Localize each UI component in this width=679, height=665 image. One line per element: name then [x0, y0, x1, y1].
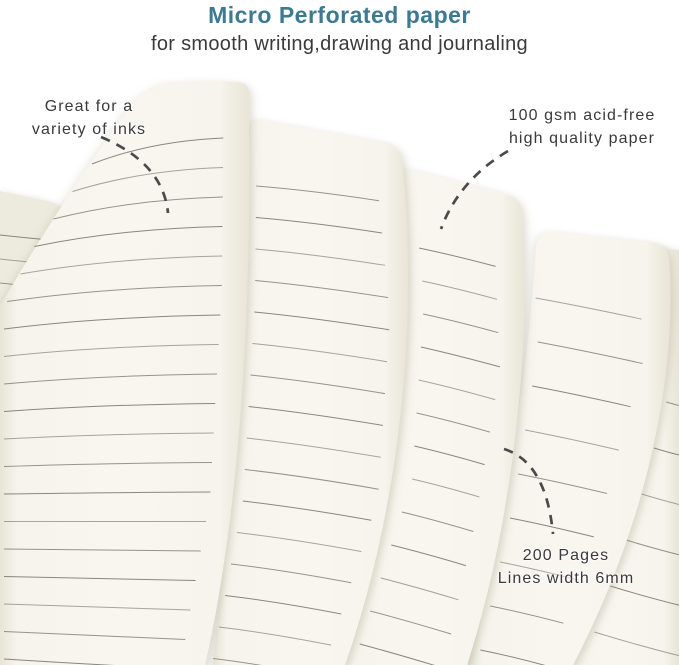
header — [0, 0, 679, 56]
annotation-line: variety of inks — [31, 121, 147, 138]
annotation-line: 100 gsm acid-free — [508, 107, 656, 124]
annotation-line: high quality paper — [508, 130, 656, 147]
annotation-line: Lines width 6mm — [497, 570, 635, 587]
annotation-line: Great for a — [44, 98, 134, 115]
page-title: Micro Perforated paper — [208, 2, 471, 28]
page-subtitle: for smooth writing,drawing and journaling — [151, 33, 528, 55]
annotation-line: 200 Pages — [522, 547, 610, 564]
annotation-page-count — [446, 544, 679, 590]
annotation-paper-quality — [471, 104, 679, 150]
annotation-ink-variety — [0, 95, 178, 141]
